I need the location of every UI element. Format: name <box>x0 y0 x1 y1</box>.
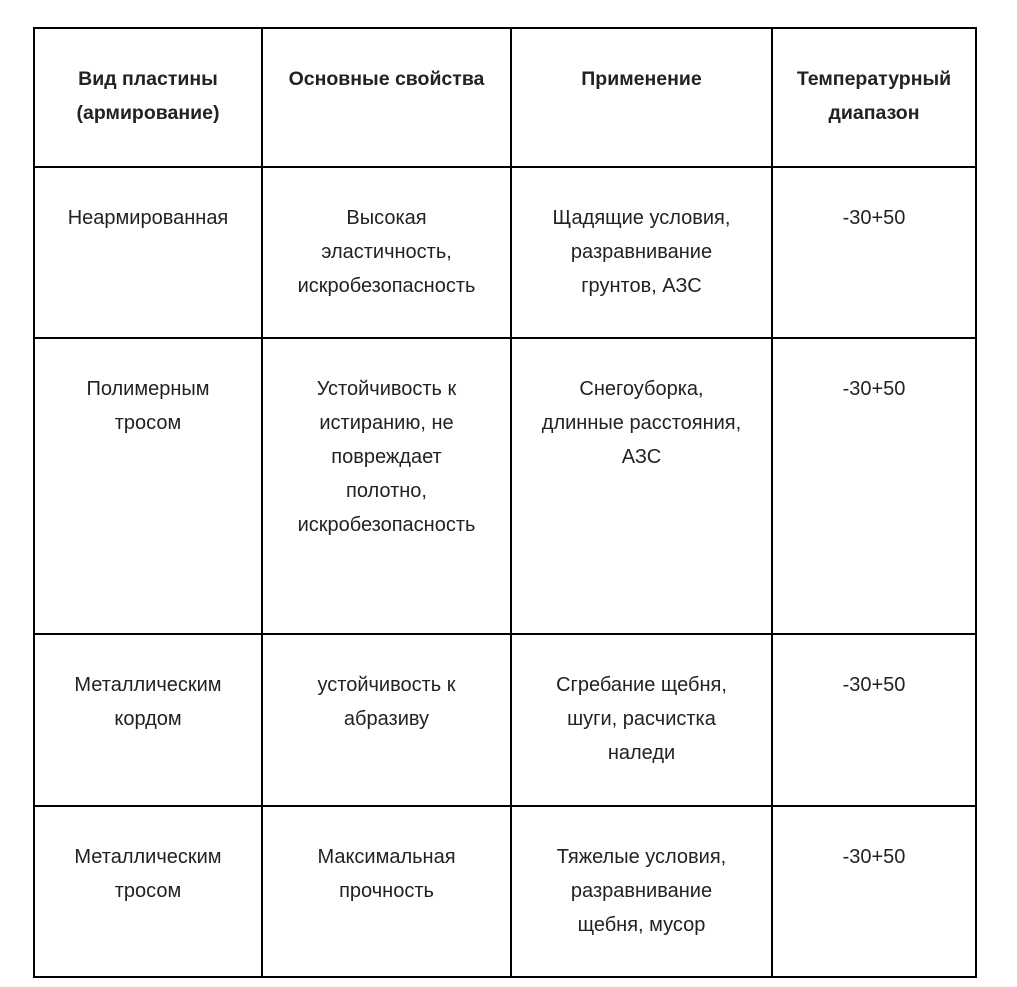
cell-temperature: -30+50 <box>772 806 976 977</box>
cell-plate-type: Полимерным тросом <box>34 338 262 634</box>
header-temperature: Температурный диапазон <box>772 28 976 167</box>
table-row <box>34 634 976 806</box>
cell-temperature: -30+50 <box>772 634 976 806</box>
table-row <box>34 338 976 634</box>
cell-properties: Максимальная прочность <box>262 806 511 977</box>
cell-application: Тяжелые условия, разравнивание щебня, мусор <box>511 806 772 977</box>
cell-application: Снегоуборка, длинные расстояния, АЗС <box>511 338 772 634</box>
plate-comparison-table <box>33 27 977 978</box>
cell-temperature: -30+50 <box>772 167 976 338</box>
cell-properties: Устойчивость к истиранию, не повреждает полотно, искробезопасность <box>262 338 511 634</box>
table-row <box>34 806 976 977</box>
table-row <box>34 167 976 338</box>
cell-plate-type: Металлическим тросом <box>34 806 262 977</box>
cell-properties: устойчивость к абразиву <box>262 634 511 806</box>
cell-application: Сгребание щебня, шуги, расчистка наледи <box>511 634 772 806</box>
cell-application: Щадящие условия, разравнивание грунтов, АЗС <box>511 167 772 338</box>
table-header-row <box>34 28 976 167</box>
header-properties: Основные свойства <box>262 28 511 167</box>
cell-properties: Высокая эластичность, искробезопасность <box>262 167 511 338</box>
cell-plate-type: Неармированная <box>34 167 262 338</box>
cell-temperature: -30+50 <box>772 338 976 634</box>
header-application: Применение <box>511 28 772 167</box>
cell-plate-type: Металлическим кордом <box>34 634 262 806</box>
header-plate-type: Вид пластины (армирование) <box>34 28 262 167</box>
